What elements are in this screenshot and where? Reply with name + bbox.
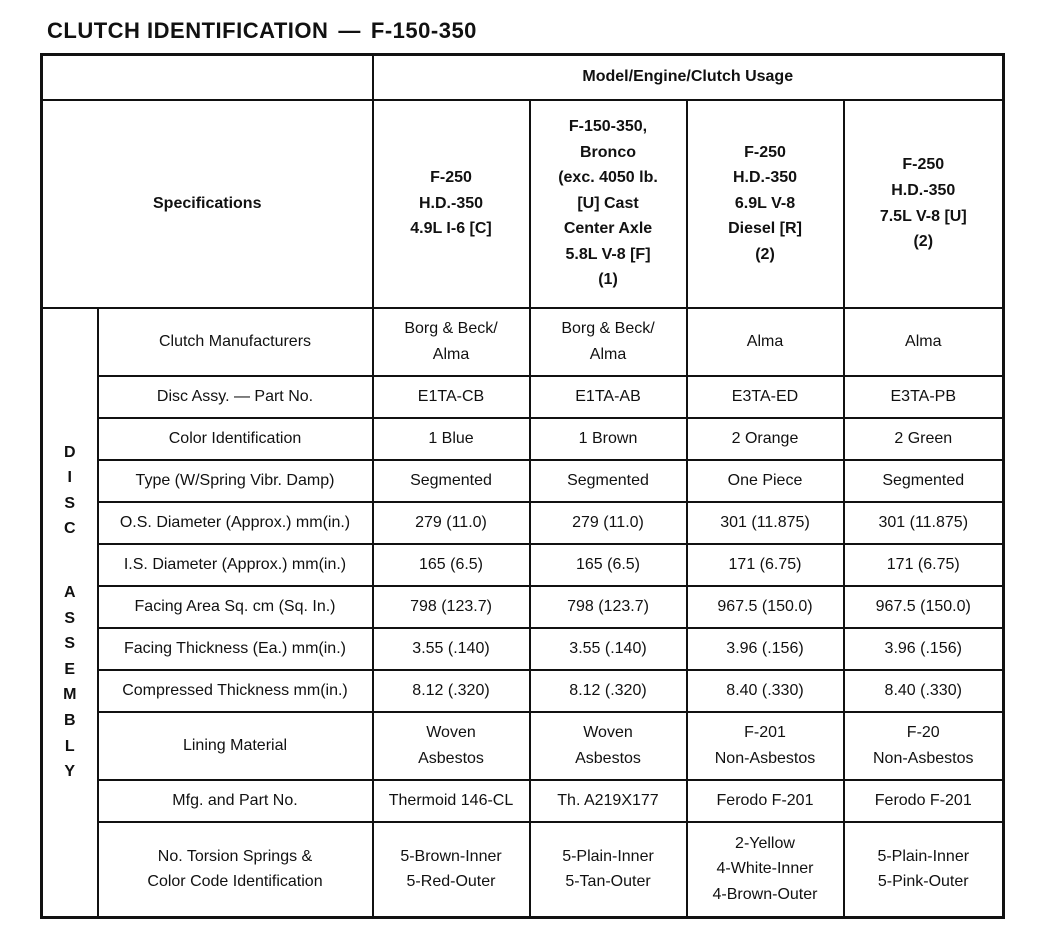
table-cell bbox=[687, 712, 844, 780]
vertical-letter: E bbox=[64, 660, 76, 678]
text-line: 798 (123.7) bbox=[567, 597, 649, 615]
table-row bbox=[42, 502, 1004, 544]
row-label bbox=[98, 376, 373, 418]
text-line: 3.96 (.156) bbox=[726, 639, 804, 657]
text-line: (2) bbox=[755, 245, 775, 263]
text-line: F-201 bbox=[744, 723, 786, 741]
text-line: 7.5L V-8 [U] bbox=[879, 207, 967, 225]
text-line: Color Identification bbox=[168, 429, 302, 447]
table-cell bbox=[687, 418, 844, 460]
text-line: Disc Assy. — Part No. bbox=[156, 387, 314, 405]
text-line: 798 (123.7) bbox=[410, 597, 492, 615]
text-line: 1 Brown bbox=[578, 429, 638, 447]
table-cell bbox=[844, 586, 1004, 628]
table-cell bbox=[844, 670, 1004, 712]
column-header-3 bbox=[687, 100, 844, 308]
row-label bbox=[98, 502, 373, 544]
vertical-letter: S bbox=[64, 635, 76, 653]
text-line: I.S. Diameter (Approx.) mm(in.) bbox=[123, 555, 347, 573]
row-label bbox=[98, 670, 373, 712]
text-line: Asbestos bbox=[575, 749, 641, 767]
title-dash: — bbox=[338, 18, 361, 43]
text-line: 5-Plain-Inner bbox=[877, 847, 970, 865]
text-line: 5-Brown-Inner bbox=[400, 847, 502, 865]
table-cell bbox=[687, 586, 844, 628]
table-cell bbox=[373, 822, 530, 918]
text-line: 2 Orange bbox=[731, 429, 799, 447]
text-line: F-20 bbox=[906, 723, 940, 741]
row-label bbox=[98, 822, 373, 918]
table-cell bbox=[530, 308, 687, 376]
table-cell bbox=[373, 376, 530, 418]
usage-header: Model/Engine/Clutch Usage bbox=[373, 55, 1004, 100]
text-line: Facing Thickness (Ea.) mm(in.) bbox=[124, 639, 346, 657]
text-line: 3.55 (.140) bbox=[569, 639, 647, 657]
table-cell bbox=[373, 418, 530, 460]
text-line: F-150-350, bbox=[568, 117, 648, 135]
table-cell bbox=[530, 502, 687, 544]
text-line: Alma bbox=[746, 332, 784, 350]
table-row bbox=[42, 670, 1004, 712]
row-label bbox=[98, 628, 373, 670]
text-line: 279 (11.0) bbox=[572, 513, 644, 531]
text-line: [U] Cast bbox=[577, 194, 639, 212]
table-cell bbox=[530, 544, 687, 586]
text-line: 171 (6.75) bbox=[886, 555, 960, 573]
table-cell bbox=[530, 418, 687, 460]
row-label bbox=[98, 712, 373, 780]
text-line: 301 (11.875) bbox=[878, 513, 969, 531]
column-header-2 bbox=[530, 100, 687, 308]
text-line: E3TA-ED bbox=[731, 387, 799, 405]
table-cell bbox=[530, 586, 687, 628]
text-line: (2) bbox=[913, 233, 934, 251]
table-cell bbox=[844, 460, 1004, 502]
table-cell bbox=[687, 376, 844, 418]
text-line: Woven bbox=[426, 723, 476, 741]
row-label bbox=[98, 418, 373, 460]
text-line: (1) bbox=[598, 271, 618, 289]
table-cell bbox=[530, 670, 687, 712]
vertical-letter: Y bbox=[64, 763, 76, 781]
table-cell bbox=[687, 502, 844, 544]
vertical-letter: M bbox=[63, 686, 77, 704]
header-blank-cell bbox=[42, 55, 373, 100]
table-cell bbox=[530, 780, 687, 822]
specifications-header: Specifications bbox=[42, 100, 373, 308]
row-label bbox=[98, 308, 373, 376]
text-line: 1 Blue bbox=[428, 429, 474, 447]
text-line: 967.5 (150.0) bbox=[717, 597, 813, 615]
vertical-letter: A bbox=[63, 584, 76, 602]
text-line: 3.55 (.140) bbox=[412, 639, 490, 657]
text-line: Non-Asbestos bbox=[873, 749, 974, 767]
text-line: Borg & Beck/ bbox=[561, 319, 655, 337]
table-row bbox=[42, 460, 1004, 502]
vertical-letter: D bbox=[63, 443, 76, 461]
table-cell bbox=[373, 780, 530, 822]
text-line: 4-Brown-Outer bbox=[712, 886, 818, 904]
text-line: 8.40 (.330) bbox=[884, 681, 962, 699]
text-line: Alma bbox=[432, 345, 470, 363]
text-line: Ferodo F-201 bbox=[716, 791, 814, 809]
table-cell bbox=[687, 670, 844, 712]
text-line: 8.12 (.320) bbox=[569, 681, 647, 699]
vertical-letter: S bbox=[64, 609, 76, 627]
text-line: Compressed Thickness mm(in.) bbox=[122, 681, 348, 699]
text-line: 301 (11.875) bbox=[720, 513, 810, 531]
table-cell bbox=[844, 544, 1004, 586]
table-cell bbox=[687, 460, 844, 502]
text-line: F-250 bbox=[430, 169, 472, 187]
text-line: Ferodo F-201 bbox=[874, 791, 972, 809]
text-line: Alma bbox=[905, 332, 942, 350]
text-line: Center Axle bbox=[563, 220, 653, 238]
table-cell bbox=[373, 670, 530, 712]
row-label bbox=[98, 544, 373, 586]
table-row bbox=[42, 308, 1004, 376]
text-line: Asbestos bbox=[418, 749, 484, 767]
text-line: 3.96 (.156) bbox=[884, 639, 962, 657]
text-line: One Piece bbox=[727, 471, 803, 489]
text-line: 5.8L V-8 [F] bbox=[565, 245, 651, 263]
text-line: 5-Pink-Outer bbox=[877, 873, 969, 891]
column-header-4 bbox=[844, 100, 1004, 308]
text-line: Mfg. and Part No. bbox=[172, 791, 298, 809]
table-cell bbox=[844, 418, 1004, 460]
table-row bbox=[42, 544, 1004, 586]
text-line: Thermoid 146-CL bbox=[388, 791, 514, 809]
text-line: Alma bbox=[589, 345, 627, 363]
text-line: H.D.-350 bbox=[891, 181, 956, 199]
table-row bbox=[42, 712, 1004, 780]
text-line: E3TA-PB bbox=[890, 387, 956, 405]
text-line: F-250 bbox=[744, 143, 786, 161]
text-line: 279 (11.0) bbox=[415, 513, 487, 531]
text-line: Diesel [R] bbox=[728, 220, 802, 238]
table-cell bbox=[373, 712, 530, 780]
text-line: 165 (6.5) bbox=[418, 555, 484, 573]
table-cell bbox=[373, 460, 530, 502]
text-line: Borg & Beck/ bbox=[404, 319, 498, 337]
text-line: 8.40 (.330) bbox=[726, 681, 804, 699]
table-cell bbox=[530, 628, 687, 670]
vertical-letter: S bbox=[64, 494, 76, 512]
text-line: 4.9L I-6 [C] bbox=[410, 220, 492, 238]
text-line: Segmented bbox=[882, 471, 965, 489]
text-line: No. Torsion Springs & bbox=[157, 847, 313, 865]
vertical-letter: C bbox=[63, 520, 76, 538]
table-cell bbox=[530, 376, 687, 418]
text-line: H.D.-350 bbox=[732, 169, 798, 187]
table-row bbox=[42, 418, 1004, 460]
table-cell bbox=[687, 544, 844, 586]
text-line: Segmented bbox=[410, 471, 492, 489]
table-cell bbox=[373, 586, 530, 628]
text-line: (exc. 4050 lb. bbox=[558, 169, 658, 187]
text-line: E1TA-CB bbox=[417, 387, 485, 405]
vertical-letter: L bbox=[64, 737, 75, 755]
table-cell bbox=[844, 308, 1004, 376]
text-line: Facing Area Sq. cm (Sq. In.) bbox=[134, 597, 336, 615]
text-line: 2-Yellow bbox=[735, 834, 795, 852]
table-row bbox=[42, 628, 1004, 670]
table-cell bbox=[530, 712, 687, 780]
table-row bbox=[42, 780, 1004, 822]
table-cell bbox=[530, 822, 687, 918]
row-label bbox=[98, 460, 373, 502]
table-cell bbox=[687, 308, 844, 376]
text-line: 2 Green bbox=[894, 429, 953, 447]
text-line: Bronco bbox=[580, 143, 636, 161]
text-line: 5-Red-Outer bbox=[406, 873, 496, 891]
table-row bbox=[42, 376, 1004, 418]
vertical-spacer bbox=[47, 542, 93, 580]
vertical-letter: I bbox=[67, 469, 72, 487]
text-line: O.S. Diameter (Approx.) mm(in.) bbox=[119, 513, 351, 531]
text-line: E1TA-AB bbox=[575, 387, 641, 405]
text-line: 967.5 (150.0) bbox=[875, 597, 971, 615]
table-row bbox=[42, 822, 1004, 918]
clutch-spec-table bbox=[40, 53, 1005, 919]
table-cell bbox=[373, 502, 530, 544]
text-line: 4-White-Inner bbox=[716, 860, 814, 878]
table-cell bbox=[530, 460, 687, 502]
vertical-letter: B bbox=[63, 712, 76, 730]
text-line: 165 (6.5) bbox=[575, 555, 641, 573]
text-line: 5-Plain-Inner bbox=[562, 847, 654, 865]
text-line: Type (W/Spring Vibr. Damp) bbox=[135, 471, 335, 489]
text-line: 6.9L V-8 bbox=[734, 194, 796, 212]
table-cell bbox=[373, 544, 530, 586]
table-cell bbox=[373, 308, 530, 376]
text-line: Color Code Identification bbox=[147, 873, 323, 891]
text-line: Th. A219X177 bbox=[557, 791, 659, 809]
text-line: H.D.-350 bbox=[418, 194, 484, 212]
text-line: Non-Asbestos bbox=[714, 749, 816, 767]
table-cell bbox=[687, 780, 844, 822]
row-label bbox=[98, 586, 373, 628]
table-cell bbox=[844, 712, 1004, 780]
text-line: 171 (6.75) bbox=[728, 555, 802, 573]
column-header-1 bbox=[373, 100, 530, 308]
text-line: F-250 bbox=[902, 156, 945, 174]
title-main: CLUTCH IDENTIFICATION bbox=[47, 18, 329, 43]
text-line: 5-Tan-Outer bbox=[565, 873, 651, 891]
text-line: Lining Material bbox=[182, 736, 288, 754]
text-line: 8.12 (.320) bbox=[412, 681, 490, 699]
table-cell bbox=[844, 628, 1004, 670]
table-cell bbox=[844, 502, 1004, 544]
table-cell bbox=[844, 822, 1004, 918]
row-label bbox=[98, 780, 373, 822]
table-cell bbox=[687, 628, 844, 670]
title-model: F-150-350 bbox=[370, 18, 477, 43]
text-line: Segmented bbox=[567, 471, 649, 489]
table-cell bbox=[844, 780, 1004, 822]
table-cell bbox=[687, 822, 844, 918]
page-title bbox=[47, 18, 477, 44]
table-cell bbox=[844, 376, 1004, 418]
disc-assembly-vertical-label bbox=[42, 308, 98, 918]
text-line: Clutch Manufacturers bbox=[158, 332, 312, 350]
table-cell bbox=[373, 628, 530, 670]
text-line: Woven bbox=[583, 723, 633, 741]
table-row bbox=[42, 586, 1004, 628]
